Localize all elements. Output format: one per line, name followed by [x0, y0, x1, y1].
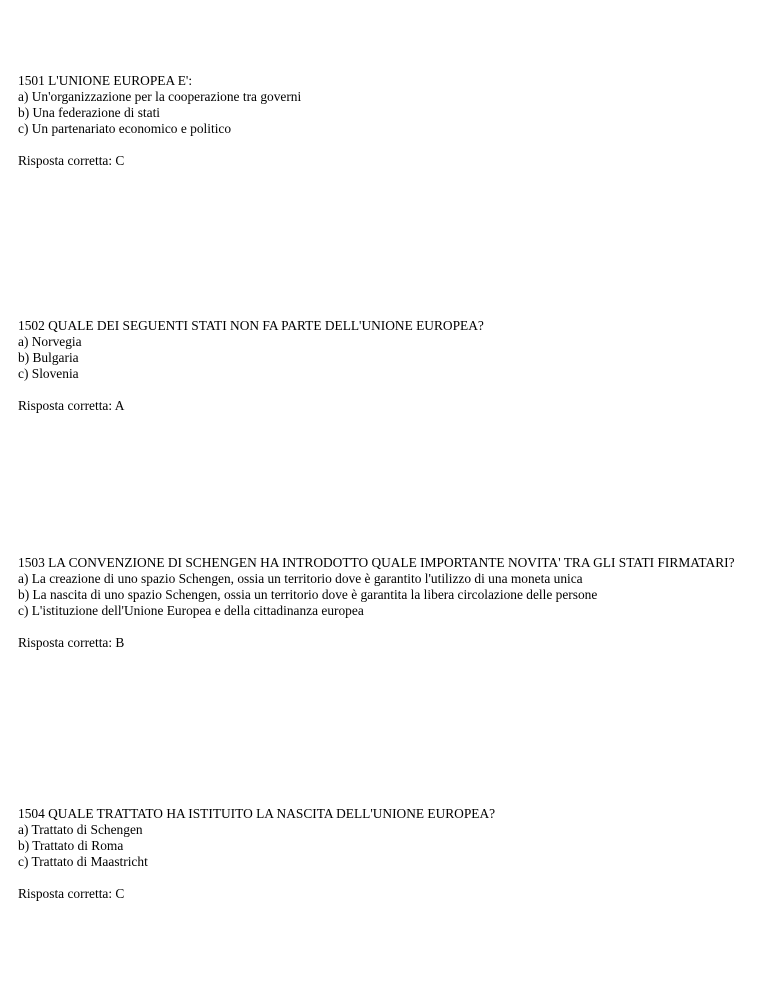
option-c: c) L'istituzione dell'Unione Europea e della cittadinanza europea: [18, 603, 364, 618]
option-b: b) Bulgaria: [18, 350, 79, 365]
question-1503: [18, 555, 748, 651]
options-list: [18, 89, 748, 137]
options-list: [18, 334, 748, 382]
option-b: b) Una federazione di stati: [18, 105, 161, 120]
option-c: c) Slovenia: [18, 366, 79, 381]
option-b: b) Trattato di Roma: [18, 838, 124, 853]
question-title: 1503 LA CONVENZIONE DI SCHENGEN HA INTRODOTTO QUALE IMPORTANTE NOVITA' TRA GLI STATI FIRMATARI?: [18, 555, 735, 570]
options-list: [18, 571, 748, 619]
question-1504: [18, 806, 748, 902]
option-a: a) Trattato di Schengen: [18, 822, 143, 837]
option-c: c) Un partenariato economico e politico: [18, 121, 232, 136]
question-1501: [18, 73, 748, 169]
option-c: c) Trattato di Maastricht: [18, 854, 148, 869]
correct-answer: Risposta corretta: C: [18, 886, 125, 901]
option-b: b) La nascita di uno spazio Schengen, ossia un territorio dove è garantita la libera circolazione delle persone: [18, 587, 598, 602]
question-title: 1502 QUALE DEI SEGUENTI STATI NON FA PARTE DELL'UNIONE EUROPEA?: [18, 318, 484, 333]
option-a: a) La creazione di uno spazio Schengen, ossia un territorio dove è garantito l'utilizzo di una moneta unica: [18, 571, 583, 586]
option-a: a) Un'organizzazione per la cooperazione tra governi: [18, 89, 302, 104]
correct-answer: Risposta corretta: A: [18, 398, 125, 413]
correct-answer: Risposta corretta: B: [18, 635, 125, 650]
question-title: 1501 L'UNIONE EUROPEA E':: [18, 73, 193, 88]
correct-answer: Risposta corretta: C: [18, 153, 125, 168]
options-list: [18, 822, 748, 870]
question-title: 1504 QUALE TRATTATO HA ISTITUITO LA NASCITA DELL'UNIONE EUROPEA?: [18, 806, 496, 821]
option-a: a) Norvegia: [18, 334, 82, 349]
question-1502: [18, 318, 748, 414]
